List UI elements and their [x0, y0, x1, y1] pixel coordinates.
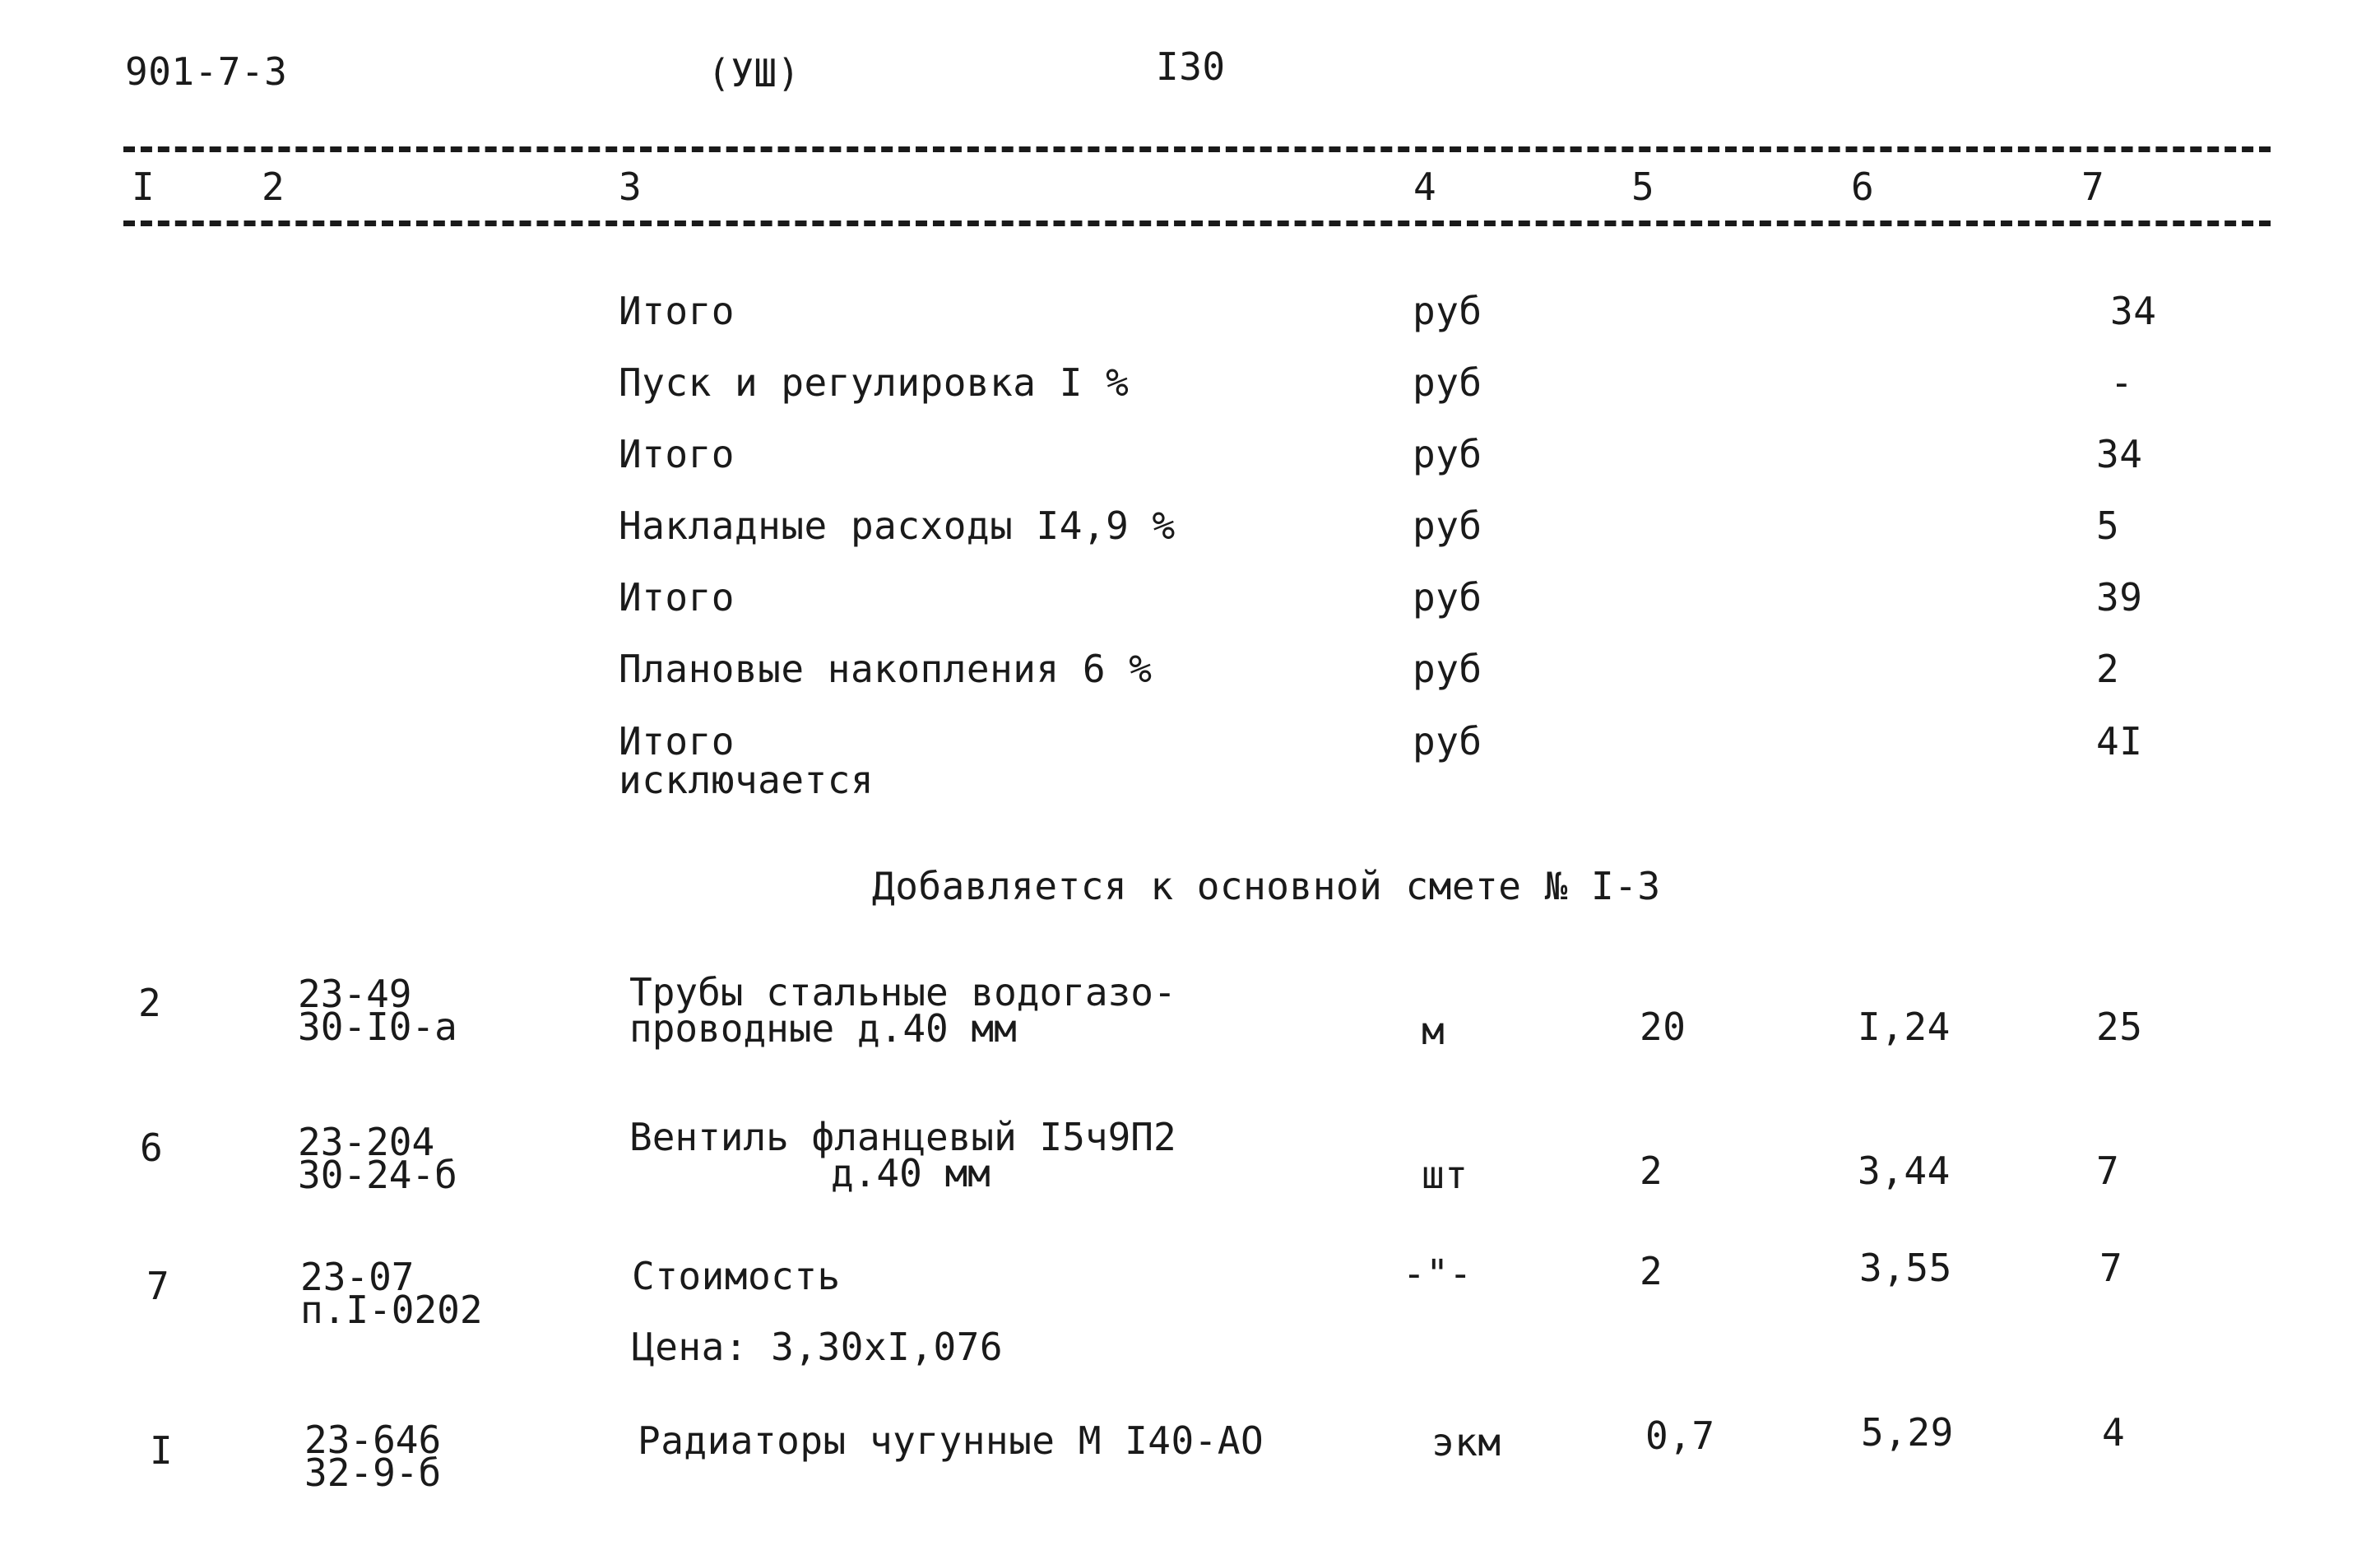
- item-code-line1: 23-49: [298, 972, 412, 1016]
- item-code: [300, 1255, 483, 1332]
- summary-unit: руб: [1413, 575, 1482, 620]
- item-number: 2: [138, 981, 162, 1025]
- summary-label: Итого: [619, 575, 735, 620]
- summary-label: Итого: [619, 719, 735, 764]
- summary-total: 4I: [2096, 719, 2143, 764]
- item-quantity: 0,7: [1645, 1413, 1715, 1458]
- item-code-line2: п.I-0202: [300, 1288, 483, 1332]
- summary-total: 34: [2110, 289, 2157, 333]
- item-total: 7: [2096, 1149, 2120, 1193]
- item-description-line2: проводные д.40 мм: [629, 1006, 1017, 1051]
- section-title: Добавляется к основной смете № I-3: [872, 864, 1661, 908]
- column-number-5: 5: [1631, 165, 1655, 209]
- item-code: [298, 1120, 457, 1197]
- item-code-line2: 30-I0-а: [298, 1005, 457, 1049]
- item-code-line2: 30-24-б: [298, 1153, 457, 1197]
- item-quantity: 2: [1640, 1249, 1663, 1293]
- item-price: 3,55: [1859, 1246, 1952, 1290]
- summary-label: Итого: [619, 289, 735, 333]
- column-number-6: 6: [1851, 165, 1875, 209]
- document-number: 901-7-3: [125, 49, 288, 94]
- summary-label: Итого: [619, 432, 735, 476]
- page-number: I30: [1156, 44, 1226, 89]
- summary-unit: руб: [1413, 504, 1482, 548]
- series-code: (УШ): [708, 51, 800, 95]
- item-description-line1: Трубы стальные водогазо-: [629, 970, 1176, 1014]
- summary-total: 5: [2096, 504, 2120, 548]
- column-number-1: I: [132, 165, 155, 209]
- item-description: Стоимость: [632, 1254, 841, 1298]
- summary-unit: руб: [1413, 719, 1482, 764]
- item-code-line1: 23-204: [298, 1120, 435, 1164]
- item-total: 7: [2099, 1246, 2123, 1290]
- summary-unit: руб: [1413, 360, 1482, 405]
- item-unit: м: [1422, 1009, 1445, 1053]
- item-description: [629, 1115, 1176, 1195]
- item-unit: экм: [1431, 1420, 1501, 1464]
- item-code: [304, 1418, 442, 1495]
- item-description: Радиаторы чугунные М I40-АО: [638, 1418, 1264, 1463]
- column-number-7: 7: [2081, 165, 2105, 209]
- summary-unit: руб: [1413, 432, 1482, 476]
- item-number: 7: [146, 1264, 170, 1308]
- summary-unit: руб: [1413, 647, 1482, 691]
- item-price: 5,29: [1861, 1410, 1954, 1455]
- item-quantity: 20: [1640, 1005, 1686, 1049]
- item-code-line2: 32-9-б: [304, 1451, 442, 1495]
- summary-label: Плановые накопления 6 %: [619, 647, 1153, 691]
- item-total: 25: [2096, 1005, 2143, 1049]
- item-total: 4: [2102, 1410, 2126, 1455]
- item-description-line2: д.40 мм: [831, 1151, 991, 1195]
- item-number: I: [150, 1428, 174, 1473]
- column-header-top-rule: [123, 146, 2271, 152]
- summary-unit: руб: [1413, 289, 1482, 333]
- item-description-line1: Вентиль фланцевый I5ч9П2: [629, 1115, 1176, 1159]
- column-number-4: 4: [1413, 165, 1437, 209]
- item-code: [298, 972, 457, 1049]
- summary-total: -: [2110, 360, 2134, 405]
- summary-label: Пуск и регулировка I %: [619, 360, 1130, 405]
- column-number-3: 3: [619, 165, 643, 209]
- item-number: 6: [140, 1126, 164, 1170]
- item-description: [629, 970, 1176, 1051]
- summary-total: 39: [2096, 575, 2143, 620]
- summary-total: 2: [2096, 647, 2120, 691]
- column-header-bottom-rule: [123, 220, 2271, 226]
- item-code-line1: 23-646: [304, 1418, 442, 1462]
- summary-total: 34: [2096, 432, 2143, 476]
- column-number-2: 2: [262, 165, 285, 209]
- item-price: I,24: [1858, 1005, 1951, 1049]
- item-price: 3,44: [1858, 1149, 1951, 1193]
- item-code-line1: 23-07: [300, 1255, 415, 1299]
- item-quantity: 2: [1640, 1149, 1663, 1193]
- summary-label: Накладные расходы I4,9 %: [619, 504, 1176, 548]
- item-price-note: Цена: 3,30хI,076: [632, 1325, 1004, 1369]
- summary-label-continuation: исключается: [619, 758, 875, 802]
- item-unit: -"-: [1403, 1251, 1473, 1296]
- item-unit: шт: [1422, 1153, 1468, 1197]
